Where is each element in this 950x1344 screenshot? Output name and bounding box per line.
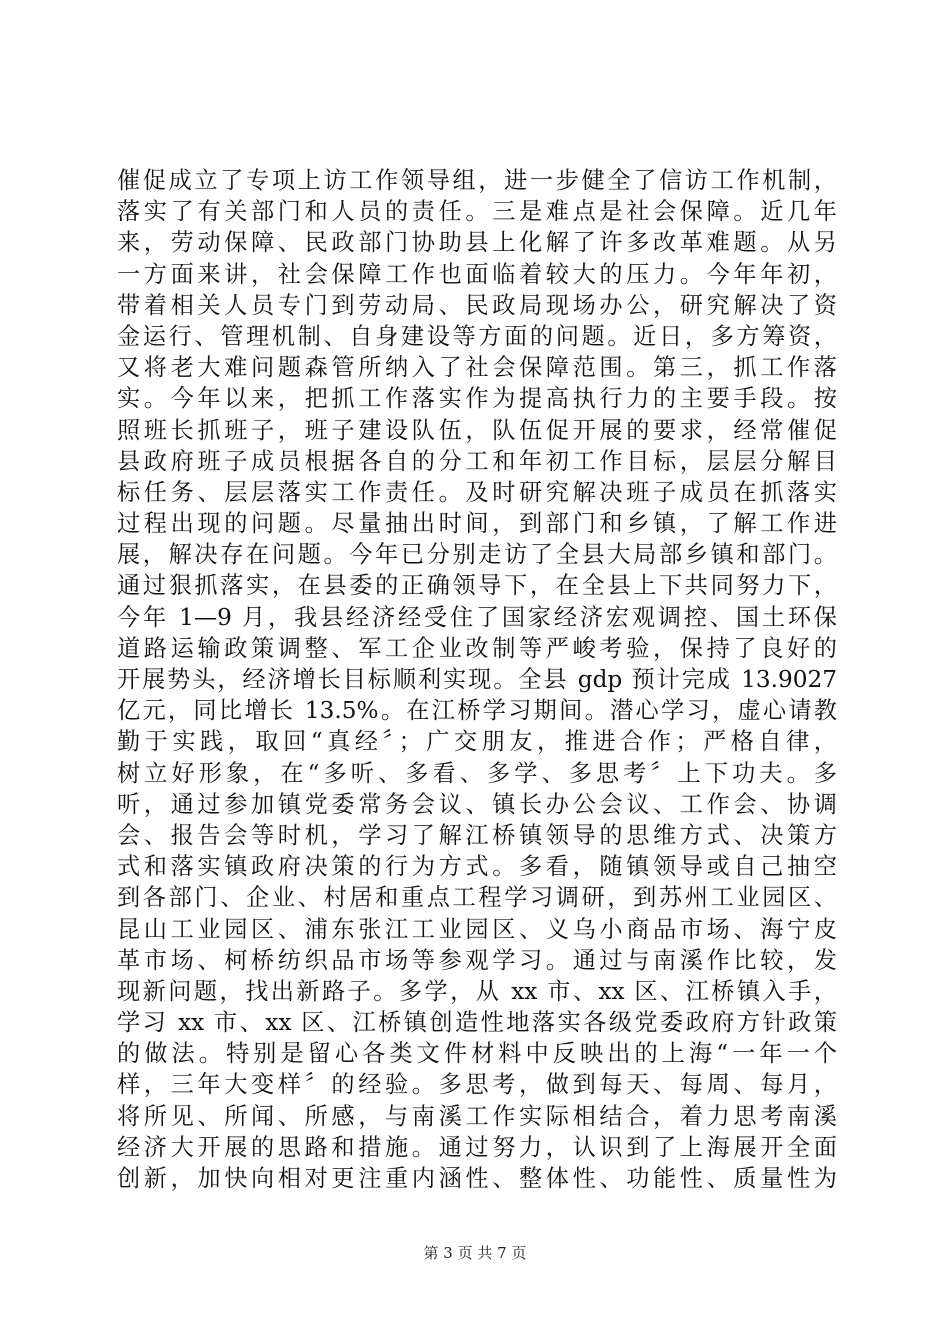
text-line: 金运行、管理机制、自身建设等方面的问题。近日，多方筹资， [117,322,837,350]
text-line: 照班长抓班子，班子建设队伍，队伍促开展的要求，经常催促 [117,416,837,444]
text-line: 式和落实镇政府决策的行为方式。多看，随镇领导或自己抽空 [117,853,837,881]
page-number-footer: 第 3 页 共 7 页 [423,1244,527,1262]
text-line: 现新问题，找出新路子。多学，从 xx 市、xx 区、江桥镇入手， [117,977,837,1005]
text-line: 树立好形象，在“多听、多看、多学、多思考〞上下功夫。多 [117,759,837,787]
text-line: 道路运输政策调整、军工企业改制等严峻考验，保持了良好的 [117,634,837,662]
text-line: 一方面来讲，社会保障工作也面临着较大的压力。今年年初， [117,260,837,288]
text-line: 到各部门、企业、村居和重点工程学习调研，到苏州工业园区、 [117,884,837,912]
text-line: 勤于实践，取回“真经〞；广交朋友，推进合作；严格自律， [117,728,837,756]
text-line: 实。今年以来，把抓工作落实作为提高执行力的主要手段。按 [117,385,837,413]
text-line: 展，解决存在问题。今年已分别走访了全县大局部乡镇和部门。 [117,541,837,569]
text-line: 今年 1—9 月，我县经济经受住了国家经济宏观调控、国土环保 [117,603,837,631]
text-line: 将所见、所闻、所感，与南溪工作实际相结合，着力思考南溪 [117,1102,837,1130]
text-line: 催促成立了专项上访工作领导组，进一步健全了信访工作机制， [117,167,837,194]
text-line: 过程出现的问题。尽量抽出时间，到部门和乡镇，了解工作进 [117,510,837,538]
document-body [117,165,837,1194]
text-line: 亿元，同比增长 13.5%。在江桥学习期间。潜心学习，虚心请教 [117,697,837,725]
text-line: 创新，加快向相对更注重内涵性、整体性、功能性、质量性为 [117,1165,837,1192]
text-line: 落实了有关部门和人员的责任。三是难点是社会保障。近几年 [117,198,837,226]
text-line: 通过狠抓落实，在县委的正确领导下，在全县上下共同努力下， [117,572,837,600]
text-line: 革市场、柯桥纺织品市场等参观学习。通过与南溪作比较，发 [117,946,837,974]
text-line: 的做法。特别是留心各类文件材料中反映出的上海“一年一个 [117,1040,837,1068]
text-line: 经济大开展的思路和措施。通过努力，认识到了上海展开全面 [117,1133,837,1161]
text-line: 标任务、层层落实工作责任。及时研究解决班子成员在抓落实 [117,478,837,506]
text-line: 来，劳动保障、民政部门协助县上化解了许多改革难题。从另 [117,229,837,257]
text-line: 县政府班子成员根据各自的分工和年初工作目标，层层分解目 [117,447,837,475]
text-line: 样，三年大变样〞的经验。多思考，做到每天、每周、每月， [117,1071,837,1099]
text-line: 开展势头，经济增长目标顺利实现。全县 gdp 预计完成 13.9027 [117,666,837,693]
text-line: 昆山工业园区、浦东张江工业园区、义乌小商品市场、海宁皮 [117,915,837,943]
text-line: 会、报告会等时机，学习了解江桥镇领导的思维方式、决策方 [117,821,837,849]
text-line: 又将老大难问题森管所纳入了社会保障范围。第三，抓工作落 [117,354,837,382]
text-line: 学习 xx 市、xx 区、江桥镇创造性地落实各级党委政府方针政策 [117,1009,837,1037]
text-line: 听，通过参加镇党委常务会议、镇长办公会议、工作会、协调 [117,790,837,818]
text-line: 带着相关人员专门到劳动局、民政局现场办公，研究解决了资 [117,291,837,319]
